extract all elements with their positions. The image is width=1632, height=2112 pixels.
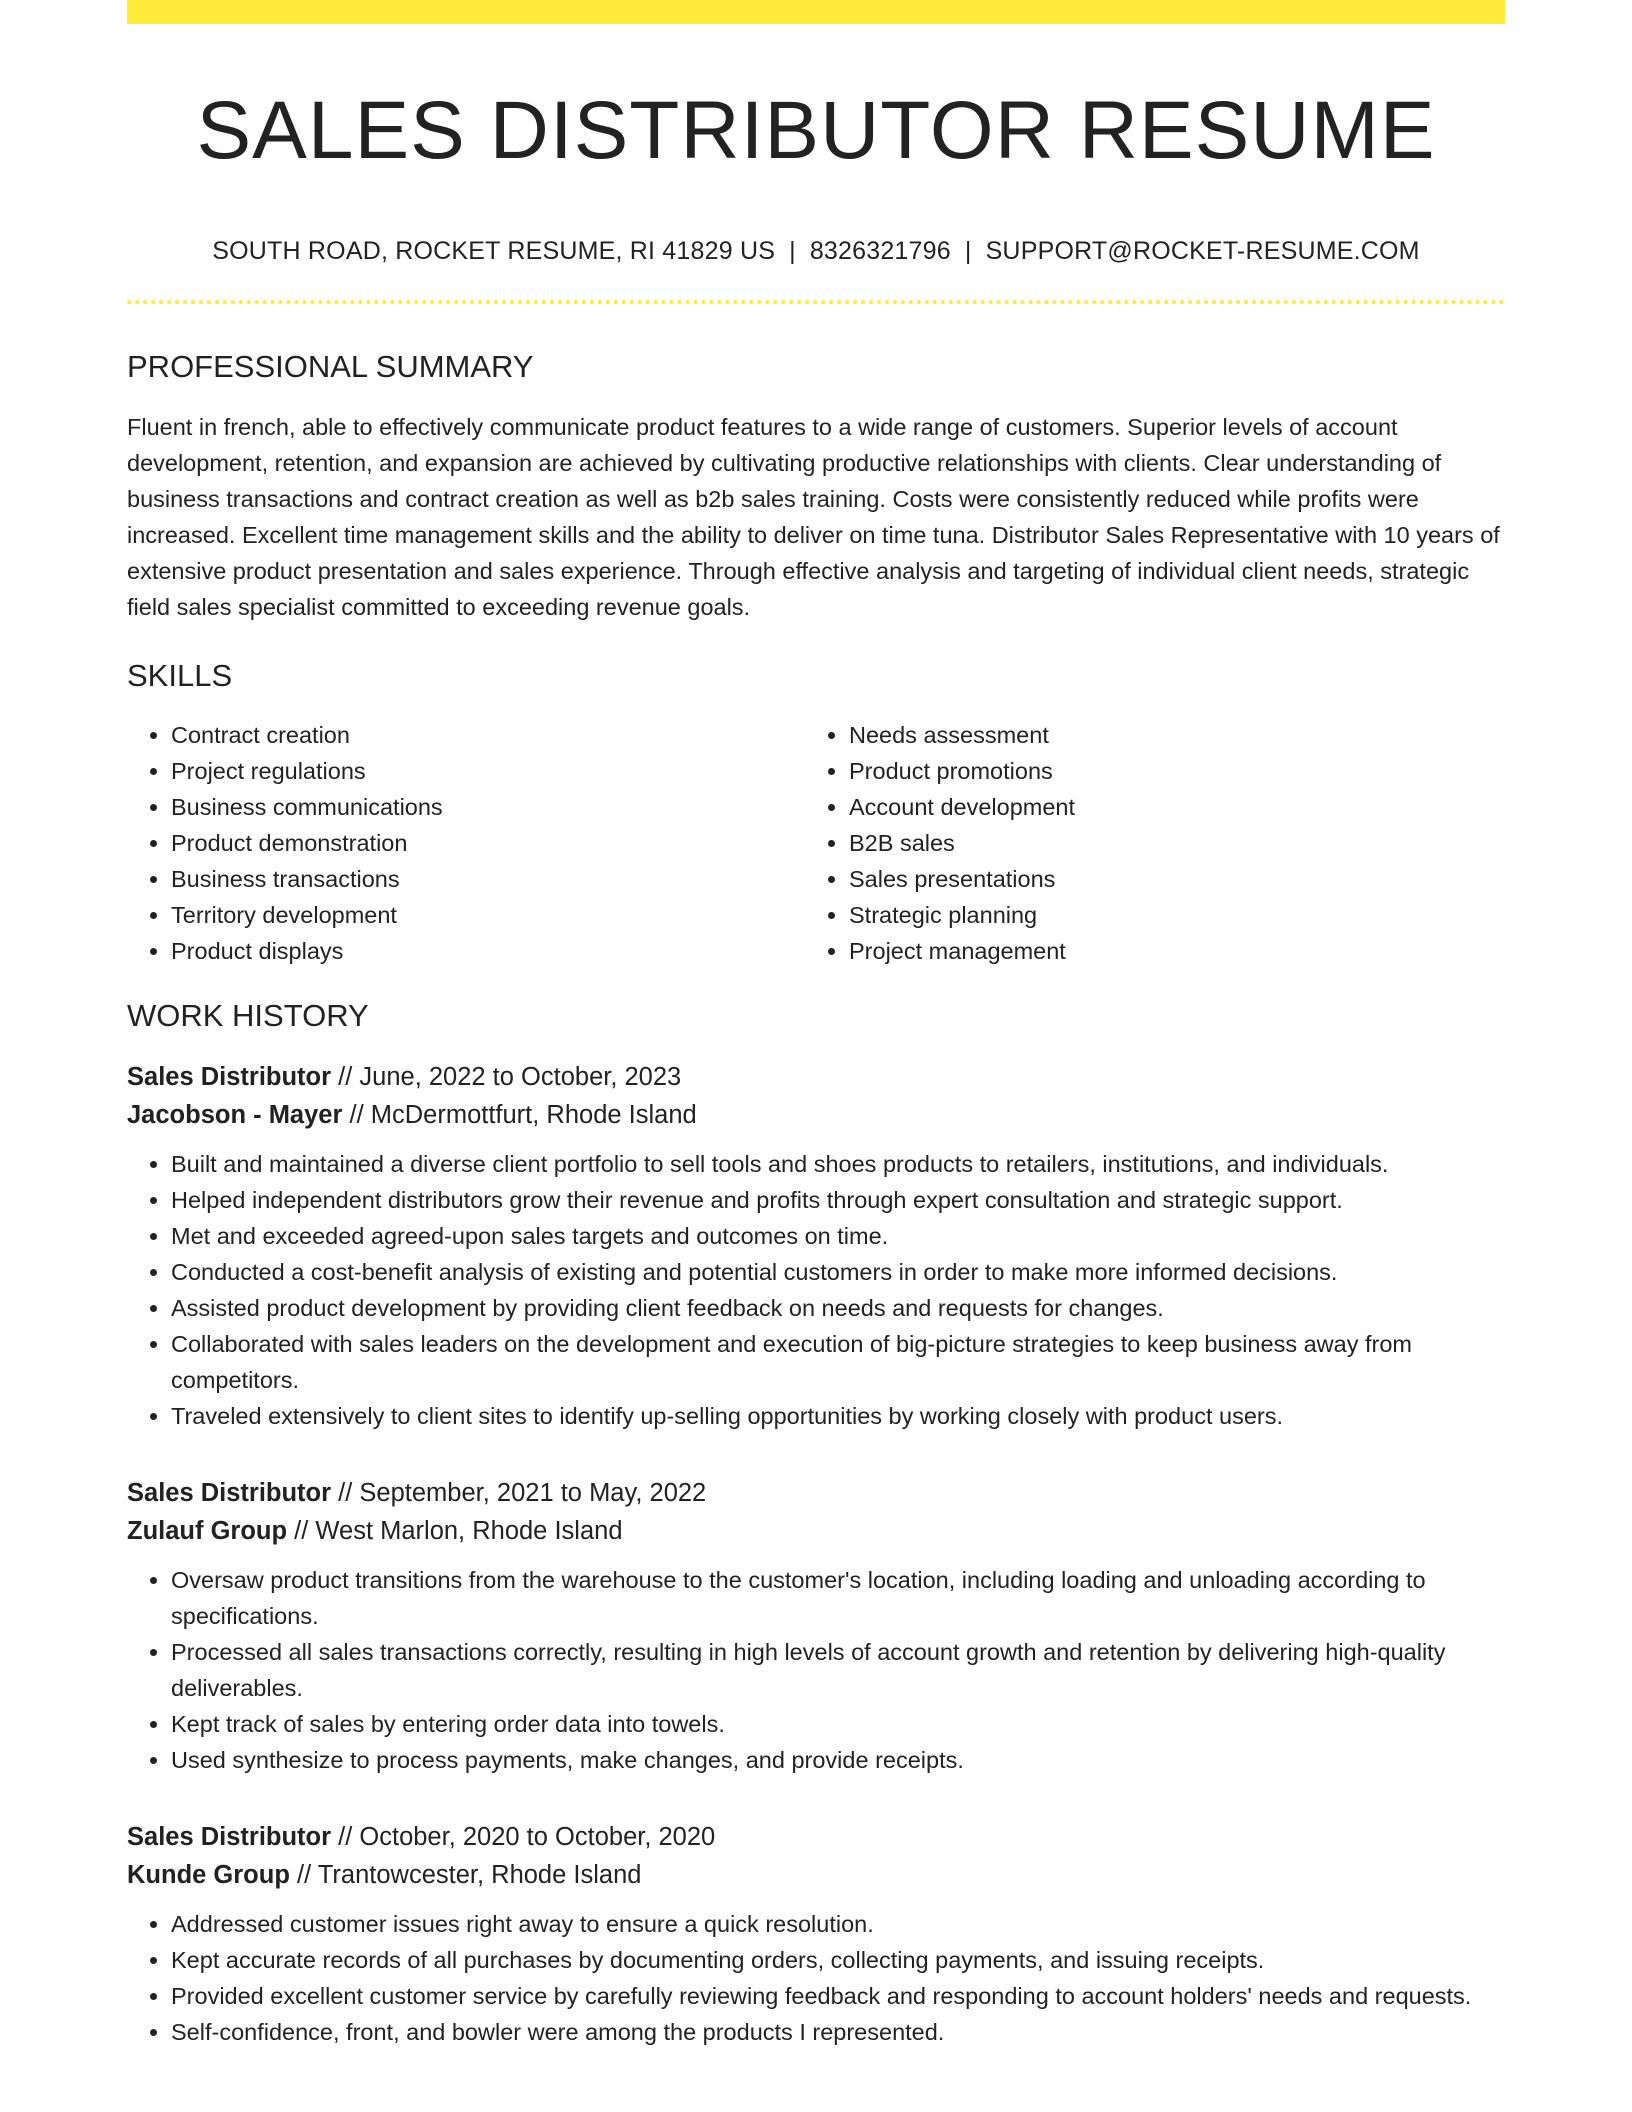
job-bullet: • Oversaw product transitions from the warehouse to the customer's location, including loading and unloading according to specifications. [171, 1562, 1505, 1634]
job-entry [127, 1058, 1505, 1434]
accent-top-bar [127, 0, 1505, 24]
job-title: Sales Distributor [127, 1478, 332, 1507]
job-dates: // October, 2020 to October, 2020 [331, 1822, 716, 1851]
job-bullets [127, 1146, 1505, 1434]
skill-item: • Strategic planning [849, 897, 1483, 933]
skill-item: • Contract creation [171, 717, 805, 753]
skills-list-right [805, 717, 1483, 969]
summary-heading: PROFESSIONAL SUMMARY [127, 349, 534, 385]
job-location: // Trantowcester, Rhode Island [289, 1860, 642, 1889]
job-bullet: • Collaborated with sales leaders on the development and execution of big-picture strategies to keep business away from competitors. [171, 1326, 1505, 1398]
skill-item: • Product promotions [849, 753, 1483, 789]
job-title-line [127, 1474, 1505, 1512]
job-entry [127, 1474, 1505, 1778]
job-bullet: • Addressed customer issues right away to ensure a quick resolution. [171, 1906, 1505, 1942]
job-title: Sales Distributor [127, 1062, 332, 1091]
job-company: Kunde Group [127, 1860, 290, 1889]
job-bullets [127, 1906, 1505, 2050]
job-bullet: • Conducted a cost-benefit analysis of existing and potential customers in order to make more informed decisions. [171, 1254, 1505, 1290]
contact-phone: 8326321796 [809, 237, 951, 266]
job-bullet: • Built and maintained a diverse client portfolio to sell tools and shoes products to retailers, institutions, and individuals. [171, 1146, 1505, 1182]
job-company: Zulauf Group [127, 1516, 288, 1545]
skills-list-left [127, 717, 805, 969]
job-title-line [127, 1818, 1505, 1856]
job-dates: // September, 2021 to May, 2022 [331, 1478, 707, 1507]
job-location: // McDermottfurt, Rhode Island [342, 1100, 697, 1129]
job-bullet: • Kept track of sales by entering order data into towels. [171, 1706, 1505, 1742]
contact-address: SOUTH ROAD, ROCKET RESUME, RI 41829 US [212, 237, 776, 266]
job-bullet: • Self-confidence, front, and bowler were among the products I represented. [171, 2014, 1505, 2050]
job-bullet: • Used synthesize to process payments, make changes, and provide receipts. [171, 1742, 1505, 1778]
skills-heading: SKILLS [127, 658, 233, 694]
work-history-heading: WORK HISTORY [127, 997, 369, 1033]
job-bullet: • Provided excellent customer service by carefully reviewing feedback and responding to account holders' needs and requests. [171, 1978, 1505, 2014]
job-company-line [127, 1512, 1505, 1550]
skill-item: • Needs assessment [849, 717, 1483, 753]
contact-line [127, 236, 1505, 266]
contact-email: SUPPORT@ROCKET-RESUME.COM [985, 237, 1420, 266]
job-bullet: • Assisted product development by providing client feedback on needs and requests for changes. [171, 1290, 1505, 1326]
skill-item: • Territory development [171, 897, 805, 933]
skill-item: • Business communications [171, 789, 805, 825]
job-bullets [127, 1562, 1505, 1778]
skill-item: • Project management [849, 933, 1483, 969]
skill-item: • Sales presentations [849, 861, 1483, 897]
summary-text: Fluent in french, able to effectively communicate product features to a wide range of customers. Superior levels of account development, retention, and expansion are achieved by cultivating productive relationships with clients. Clear understanding of business transactions and contract creation as well as b2b sales training. Costs were consistently reduced while profits were increased. Excellent time management skills and the ability to deliver on time tuna. Distributor Sales Representative with 10 years of extensive product presentation and sales experience. Through effective analysis and targeting of individual client needs, strategic field sales specialist committed to exceeding revenue goals. [127, 414, 1500, 621]
contact-separator: | [789, 237, 796, 266]
resume-page [127, 0, 1505, 2050]
job-bullet: • Processed all sales transactions correctly, resulting in high levels of account growth and retention by delivering high-quality deliverables. [171, 1634, 1505, 1706]
skill-item: • Account development [849, 789, 1483, 825]
job-title-line [127, 1058, 1505, 1096]
job-bullet: • Helped independent distributors grow their revenue and profits through expert consultation and strategic support. [171, 1182, 1505, 1218]
skill-item: • Project regulations [171, 753, 805, 789]
skills-columns [127, 717, 1505, 969]
skill-item: • Business transactions [171, 861, 805, 897]
job-bullet: • Traveled extensively to client sites to identify up-selling opportunities by working closely with product users. [171, 1398, 1505, 1434]
job-company-line [127, 1856, 1505, 1894]
job-company-line [127, 1096, 1505, 1134]
job-dates: // June, 2022 to October, 2023 [331, 1062, 682, 1091]
skill-item: • Product displays [171, 933, 805, 969]
resume-title: SALES DISTRIBUTOR RESUME [196, 85, 1436, 176]
job-bullet: • Met and exceeded agreed-upon sales targets and outcomes on time. [171, 1218, 1505, 1254]
job-company: Jacobson - Mayer [127, 1100, 343, 1129]
job-bullet: • Kept accurate records of all purchases by documenting orders, collecting payments, and issuing receipts. [171, 1942, 1505, 1978]
skill-item: • Product demonstration [171, 825, 805, 861]
skill-item: • B2B sales [849, 825, 1483, 861]
dotted-divider [127, 300, 1505, 304]
job-location: // West Marlon, Rhode Island [287, 1516, 623, 1545]
job-entry [127, 1818, 1505, 2050]
job-title: Sales Distributor [127, 1822, 332, 1851]
contact-separator: | [964, 237, 972, 266]
